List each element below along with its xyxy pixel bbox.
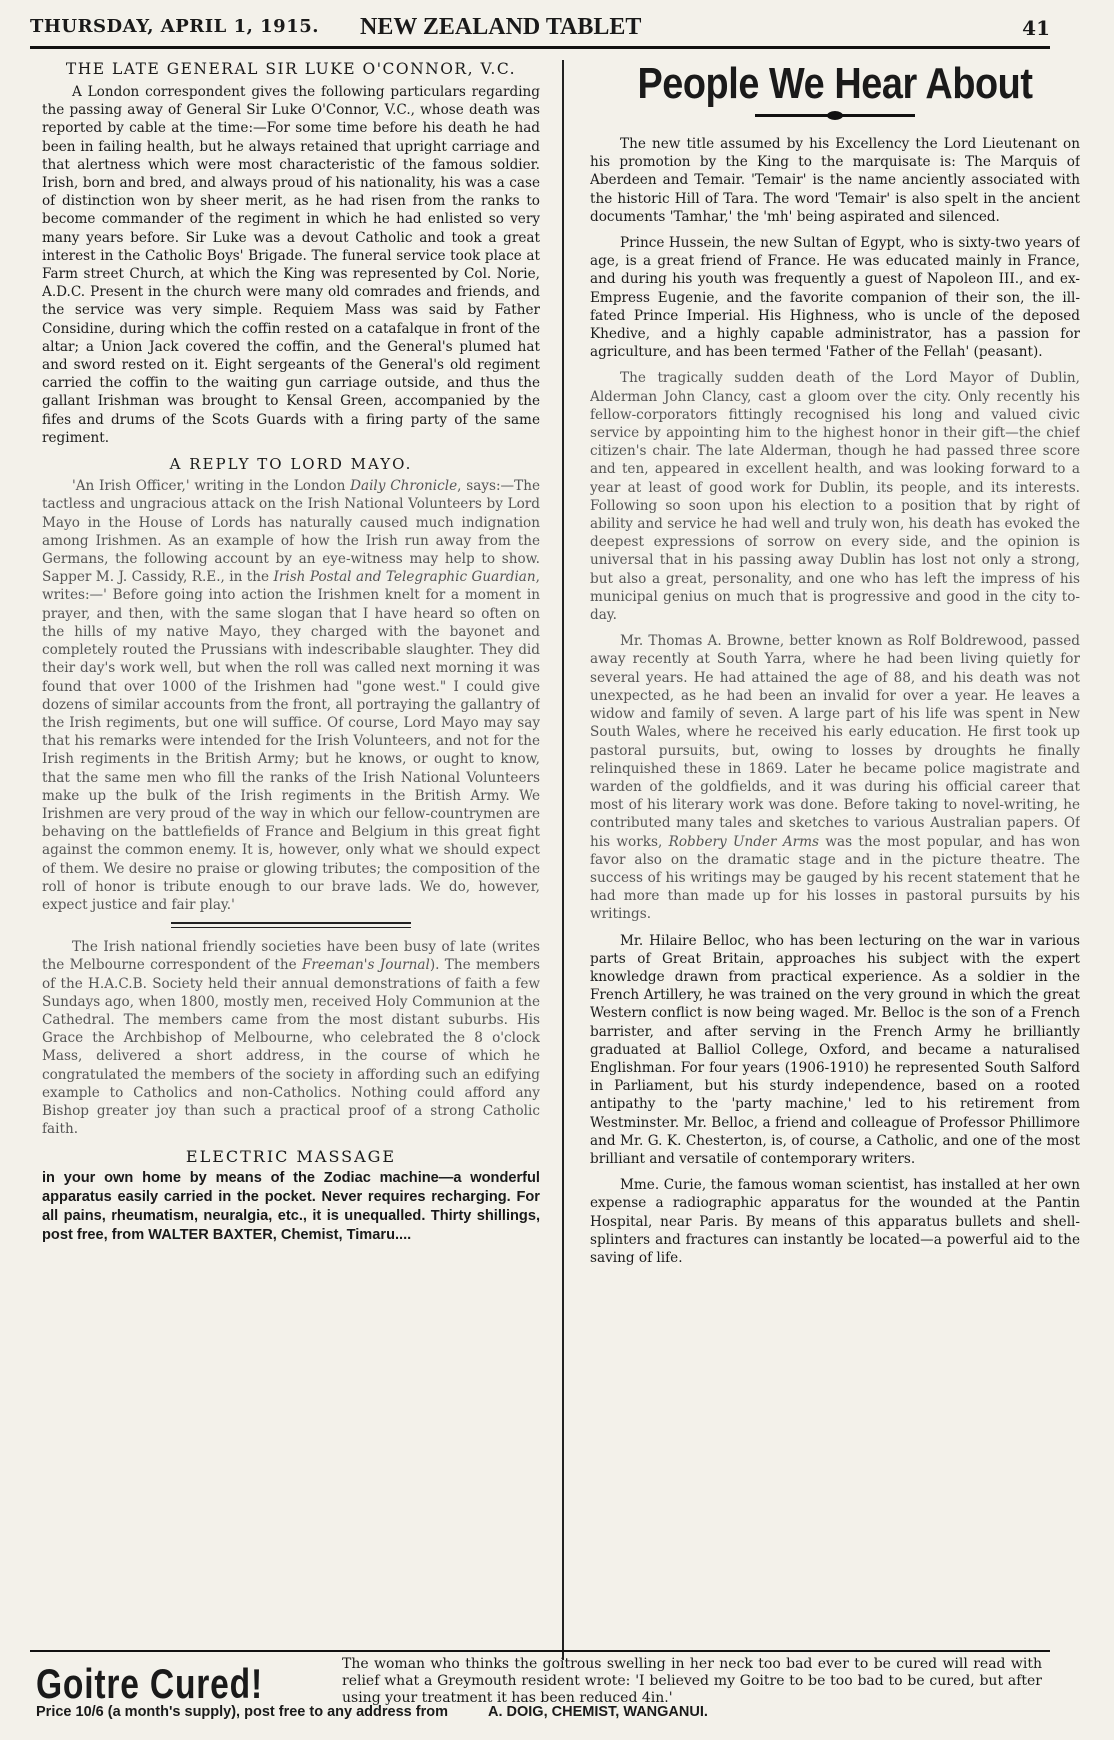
paragraph-lord-mayor-dublin: The tragically sudden death of the Lord Mayor of Dublin, Alderman John Clancy, cast a gloom over the city. Only recently his fellow-corporators fittingly recognised his long and valued civic service by appointing him to the highest honor in their gift—the chief citizen's chair. The late Alderman, though he had passed three score and ten, appeared in excellent health, and was looking forward to a year at least of good work for Dublin, its people, and its interests. Following so soon upon his election to a position that by right of ability and service he had well and truly won, his death has evoked the deepest expressions of sorrow on every side, and the opinion is universal that in his passing away Dublin has lost not only a strong, but also a great, personality, and one who has left the impress of his municipal genius on much that is progressive and good in the city to-day. [590,370,1080,624]
publication-title: NEW ZEALAND TABLET [360,14,642,40]
page-number: 41 [1022,16,1050,40]
goitre-vendor: A. DOIG, CHEMIST, WANGANUI. [487,1704,708,1720]
article-body-lord-mayo: 'An Irish Officer,' writing in the London Daily Chronicle, says:—The tactless and ungracious attack on the Irish National Volunteers by Lord Mayo in the House of Lords has naturally caused much indignation among Irishmen. As an example of how the Irish run away from the Germans, the following account by an eye-witness may help to show. Sapper M. J. Cassidy, R.E., in the Irish Postal and Telegraphic Guardian, writes:—' Before going into action the Irishmen knelt for a moment in prayer, and then, with the same slogan that I have heard so often on the hills of my native Mayo, they charged with the bayonet and completely routed the Prussians with indescribable slaughter. They did their day's work well, but when the roll was called next morning it was found that over 1000 of the Irishmen had "gone west." I could give dozens of similar accounts from the front, all portraying the gallantry of the Irish regiments, but one will suffice. Of course, Lord Mayo may say that his remarks were intended for the Irish Volunteers, and not for the Irish regiments in the British Army; but he knows, or ought to know, that the same men who fill the ranks of the Irish National Volunteers make up the bulk of the Irish regiments in the British Army. We Irishmen are very proud of the way in which our fellow-countrymen are behaving on the battlefields of France and Belgium in this great fight against the common enemy. It is, however, only what we should expect of them. We desire no praise or glowing tributes; the composition of the roll of honor is tribute enough to our brave lads. We do, however, expect justice and fair play.' [42,478,540,913]
paragraph-rolf-boldrewood: Mr. Thomas A. Browne, better known as Rolf Boldrewood, passed away recently at South Yarra, where he had been living quietly for several years. He had attained the age of 88, and his death was not unexpected, as he had been an invalid for over a year. He leaves a widow and family of seven. A large part of his life was spent in New South Wales, where he received his early education. He first took up pastoral pursuits, but, owing to losses by droughts he finally relinquished these in 1869. Later he became police magistrate and warden of the goldfields, and it was during his official career that most of his literary work was done. Before taking to novel-writing, he contributed many tales and sketches to various Australian papers. Of his works, Robbery Under Arms was the most popular, and has won favor also on the dramatic stage and in the picture theatre. The success of his writings may be gauged by his recent statement that he had more than made up for his losses in pastoral pursuits by his writings. [590,633,1080,923]
goitre-price: Price 10/6 (a month's supply), post free to any address from [36,1704,448,1720]
paragraph-prince-hussein: Prince Hussein, the new Sultan of Egypt, who is sixty-two years of age, is a great friend of France. He was educated mainly in France, and during his youth was frequently a guest of Napoleon III., and ex-Empress Eugenie, and the favorite companion of their son, the ill-fated Prince Imperial. His Highness, who is uncle of the deposed Khedive, and a highly capable administrator, has a passion for agriculture, and has been termed 'Father of the Fellah' (peasant). [590,235,1080,361]
article-title-lord-mayo: A REPLY TO LORD MAYO. [169,455,413,474]
column-divider [562,60,564,1660]
issue-date: THURSDAY, APRIL 1, 1915. [30,16,320,37]
goitre-price-line [36,1704,1046,1720]
goitre-advertisement [30,1650,1050,1726]
goitre-testimonial: The woman who thinks the goitrous swelling in her neck too bad ever to be cured will read with relief what a Greymouth resident wrote: 'I believed my Goitre to be too bad to be cured, but after using your treatment it has been reduced 4in.' [342,1656,1042,1706]
title-ornament [755,114,915,117]
ad-title-electric-massage: ELECTRIC MASSAGE [185,1147,397,1167]
left-column [42,60,540,1660]
article-body-friendly-societies: The Irish national friendly societies have been busy of late (writes the Melbourne correspondent of the Freeman's Journal). The members of the H.A.C.B. Society held their annual demonstrations of faith a few Sundays ago, when 1800, mostly men, received Holy Communion at the Cathedral. The members came from the most distant suburbs. His Grace the Archbishop of Melbourne, who celebrated the 8 o'clock Mass, delivered a short address, in the course of which he congratulated the members of the society in affording such an edifying example to Catholics and non-Catholics. Nothing could afford any Bishop greater joy than such a practical proof of a strong Catholic faith. [42,939,540,1138]
section-divider [171,922,411,928]
newspaper-page [30,8,1080,1728]
paragraph-belloc: Mr. Hilaire Belloc, who has been lecturing on the war in various parts of Great Britain, approaches his subject with the expert knowledge drawn from practical experience. As a soldier in the French Artillery, he was trained on the very ground in which the great Western conflict is now being waged. Mr. Belloc is the son of a French barrister, and after serving in the French Army he brilliantly graduated at Balliol College, Oxford, and became a naturalised Englishman. For four years (1906-1910) he represented South Salford in Parliament, but his sturdy independence, based on a rooted antipathy to the 'party machine,' led to his retirement from Westminster. Mr. Belloc, a friend and colleague of Professor Phillimore and Mr. G. K. Chesterton, is, of course, a Catholic, and one of the most brilliant and versatile of contemporary writers. [590,932,1080,1167]
article-title-oconnor: THE LATE GENERAL SIR LUKE O'CONNOR, V.C. [65,60,517,78]
page-header [30,14,1050,49]
goitre-headline: Goitre Cured! [36,1660,263,1707]
section-title-people: People We Hear About [637,60,1033,108]
article-body-oconnor: A London correspondent gives the following particulars regarding the passing away of General Sir Luke O'Connor, V.C., whose death was reported by cable at the time:—For some time before his death he had been in failing health, but he always retained that upright carriage and that alertness which were most characteristic of the famous soldier. Irish, born and bred, and always proud of his nationality, his was a case of distinction won by sheer merit, as he had risen from the ranks to become commander of the regiment in which he had enlisted so very many years before. Sir Luke was a devout Catholic and took a great interest in the Catholic Boys' Brigade. The funeral service took place at Farm street Church, at which the King was represented by Col. Norie, A.D.C. Present in the church were many old comrades and friends, and the service was very simple. Requiem Mass was said by Father Considine, during which the coffin rested on a catafalque in front of the altar; a Union Jack covered the coffin, and the General's plumed hat and sword rested on it. Eight sergeants of the General's old regiment carried the coffin to the waiting gun carriage outside, and thus the gallant Irishman was brought to Kensal Green, accompanied by the fifes and drums of the Scots Guards with a firing party of the same regiment. [42,84,540,446]
ad-body-electric-massage: in your own home by means of the Zodiac machine—a wonderful apparatus easily carried in the pocket. Never requires recharging. For all pains, rheumatism, neuralgia, etc., it is unequalled. Thirty shillings, post free, from WALTER BAXTER, Chemist, Timaru.... [42,1169,540,1243]
right-column [590,60,1080,1660]
paragraph-curie: Mme. Curie, the famous woman scientist, has installed at her own expense a radiographic apparatus for the wounded at the Pantin Hospital, near Paris. By means of this apparatus bullets and shell-splinters and fractures can instantly be located—a powerful aid to the saving of life. [590,1177,1080,1266]
paragraph-aberdeen: The new title assumed by his Excellency the Lord Lieutenant on his promotion by the King to the marquisate is: The Marquis of Aberdeen and Temair. 'Temair' is the name anciently associated with the historic Hill of Tara. The word 'Temair' is also spelt in the ancient documents 'Tamhar,' the 'mh' being aspirated and silenced. [590,136,1080,225]
